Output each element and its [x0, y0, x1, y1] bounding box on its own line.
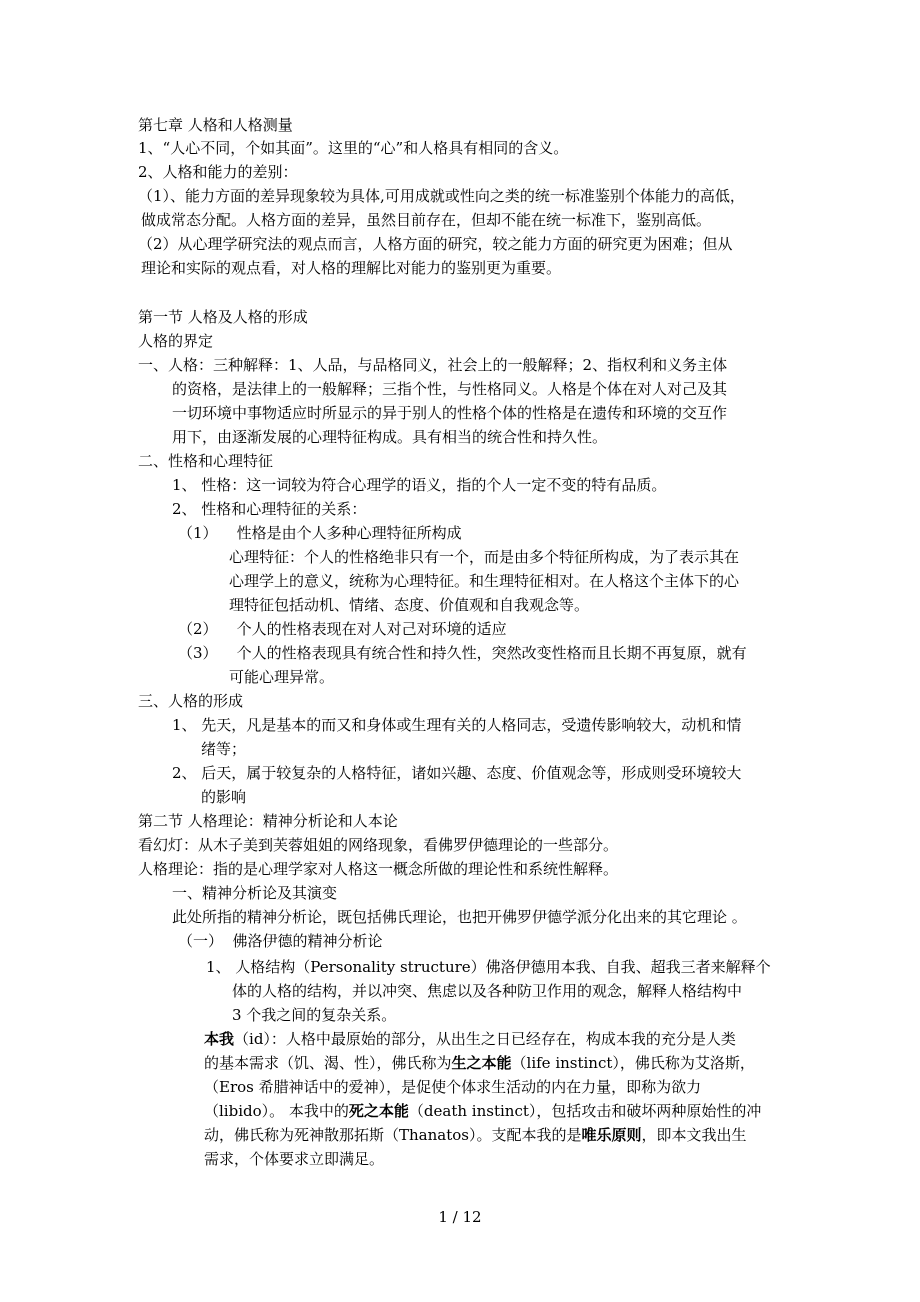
text-line: （2）从心理学研究法的观点而言，人格方面的研究，较之能力方面的研究更为困难；但从 — [138, 235, 733, 253]
text-line: 理特征包括动机、情绪、态度、价值观和自我观念等。 — [229, 596, 590, 614]
text-span: （death instinct），包括攻击和破坏两种原始性的冲 — [408, 1102, 762, 1120]
text-line: 1、 人格结构（Personality structure）佛洛伊德用本我、自我、超我三者来解释个 — [206, 958, 771, 976]
text-line: 用下，由逐渐发展的心理特征构成。具有相当的统合性和持久性。 — [172, 428, 608, 446]
term-id: 本我 — [204, 1030, 235, 1048]
text-line: 心理学上的意义，统称为心理特征。和生理特征相对。在人格这个主体下的心 — [229, 572, 740, 590]
text-line: 可能心理异常。 — [229, 668, 335, 686]
text-line: 绪等； — [201, 740, 247, 758]
text-line: （1） 性格是由个人多种心理特征所构成 — [178, 524, 462, 542]
text-line: 1、 性格：这一词较为符合心理学的语义，指的个人一定不变的特有品质。 — [172, 476, 667, 494]
text-line: 1、 先天，凡是基本的而又和身体或生理有关的人格同志，受遗传影响较大，动机和情 — [172, 716, 742, 734]
term-death-instinct: 死之本能 — [348, 1102, 409, 1120]
text-span: 的基本需求（饥、渴、性），佛氏称为 — [204, 1054, 452, 1072]
text-line: 体的人格的结构，并以冲突、焦虑以及各种防卫作用的观念，解释人格结构中 — [232, 982, 743, 1000]
text-line: （1）、能力方面的差异现象较为具体,可用成就或性向之类的统一标准鉴别个体能力的高低， — [138, 187, 745, 205]
text-line: （3） 个人的性格表现具有统合性和持久性，突然改变性格而且长期不再复原，就有 — [178, 644, 747, 662]
section-heading: 第二节 人格理论：精神分析论和人本论 — [138, 812, 398, 830]
text-line: 人格理论：指的是心理学家对人格这一概念所做的理论性和系统性解释。 — [138, 860, 619, 878]
subheading: 一、精神分析论及其演变 — [172, 884, 338, 902]
text-line: 2、 后天，属于较复杂的人格特征，诸如兴趣、态度、价值观念等，形成则受环境较大 — [172, 764, 742, 782]
id-para-line — [204, 1124, 747, 1147]
subheading: 三、人格的形成 — [138, 692, 244, 710]
text-line: 理论和实际的观点看，对人格的理解比对能力的鉴别更为重要。 — [141, 259, 562, 277]
id-para-line — [204, 1052, 755, 1075]
id-para-line — [204, 1100, 761, 1123]
text-line: 一切环境中事物适应时所显示的异于别人的性格个体的性格是在遗传和环境的交互作 — [172, 404, 728, 422]
text-span: （life instinct），佛氏称为艾洛斯， — [511, 1054, 755, 1072]
id-para-line — [204, 1028, 736, 1051]
text-span: ，即本文我出生 — [641, 1126, 747, 1144]
id-para-line: 需求，个体要求立即满足。 — [204, 1150, 385, 1168]
subheading: 二、性格和心理特征 — [138, 452, 274, 470]
text-line: 2、人格和能力的差别： — [138, 163, 298, 181]
id-para-line: （Eros 希腊神话中的爱神），是促使个体求生活动的内在力量，即称为欲力 — [204, 1078, 702, 1096]
text-line: 的资格，是法律上的一般解释；三指个性，与性格同义。人格是个体在对人对己及其 — [172, 380, 728, 398]
section-heading: 第一节 人格及人格的形成 — [138, 308, 308, 326]
text-line: 心理特征：个人的性格绝非只有一个，而是由多个特征所构成，为了表示其在 — [229, 548, 740, 566]
text-line: 一、人格：三种解释：1、人品，与品格同义，社会上的一般解释；2、指权利和义务主体 — [138, 356, 728, 374]
subheading: 人格的界定 — [138, 332, 214, 350]
text-span: （id）：人格中最原始的部分，从出生之日已经存在，构成本我的充分是人类 — [234, 1030, 736, 1048]
text-span: （libido）。 本我中的 — [204, 1102, 349, 1120]
text-line: （2） 个人的性格表现在对人对己对环境的适应 — [178, 620, 507, 638]
chapter-title: 第七章 人格和人格测量 — [138, 116, 293, 134]
slide-note: 看幻灯：从木子美到芙蓉姐姐的网络现象，看佛罗伊德理论的一些部分。 — [138, 836, 619, 854]
text-line: 1、“人心不同，个如其面”。这里的“心”和人格具有相同的含义。 — [138, 139, 569, 157]
text-line: 此处所指的精神分析论，既包括佛氏理论，也把开佛罗伊德学派分化出来的其它理论 。 — [172, 908, 747, 926]
text-line: 的影响 — [201, 788, 247, 806]
text-line: 3 个我之间的复杂关系。 — [232, 1006, 397, 1024]
page-number: 1 / 12 — [438, 1208, 482, 1226]
text-line: 做成常态分配。人格方面的差异，虽然目前存在，但却不能在统一标准下，鉴别高低。 — [141, 211, 712, 229]
term-pleasure-principle: 唯乐原则 — [581, 1126, 642, 1144]
text-line: 2、 性格和心理特征的关系： — [172, 500, 367, 518]
text-line: （一） 佛洛伊德的精神分析论 — [178, 932, 383, 950]
text-span: 动，佛氏称为死神散那拓斯（Thanatos）。支配本我的是 — [204, 1126, 582, 1144]
term-life-instinct: 生之本能 — [451, 1054, 512, 1072]
